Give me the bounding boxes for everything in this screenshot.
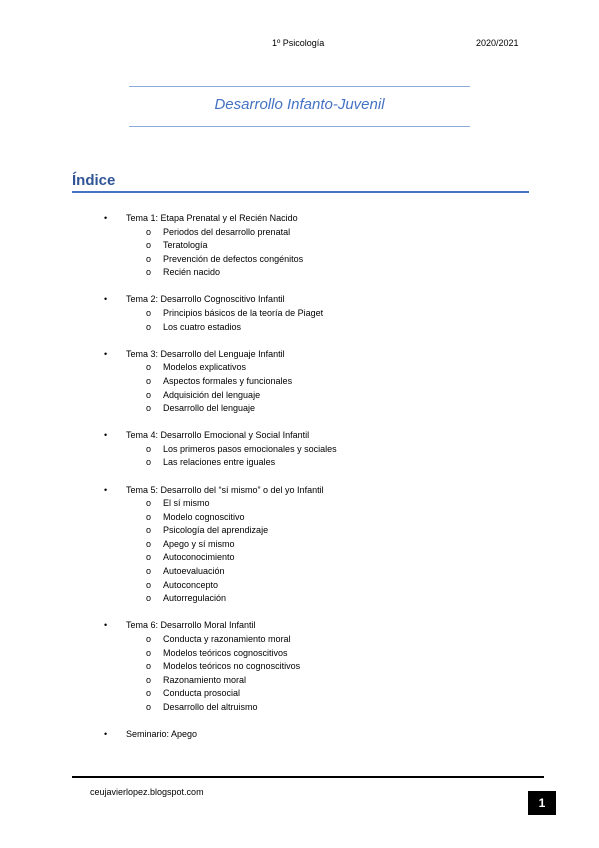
toc-subitem	[104, 579, 534, 593]
toc-topic	[104, 484, 534, 606]
circle-bullet-icon: o	[146, 240, 152, 251]
toc-subitem-label[interactable]: Los primeros pasos emocionales y sociales	[163, 443, 337, 454]
toc-topic-line	[104, 484, 534, 498]
index-underline	[72, 191, 529, 193]
circle-bullet-icon: o	[146, 674, 152, 685]
circle-bullet-icon: o	[146, 566, 152, 577]
circle-bullet-icon: o	[146, 457, 152, 468]
toc-topic	[104, 619, 534, 714]
toc-subitem	[104, 307, 534, 321]
circle-bullet-icon: o	[146, 579, 152, 590]
circle-bullet-icon: o	[146, 267, 152, 278]
toc-subitem	[104, 538, 534, 552]
bullet-icon: •	[104, 430, 108, 441]
toc-subitem-label[interactable]: Desarrollo del altruismo	[163, 701, 258, 712]
toc-subitem-label[interactable]: Conducta prosocial	[163, 688, 241, 699]
toc-subitem-label[interactable]: Autorregulación	[163, 593, 227, 604]
toc-subitem	[104, 456, 534, 470]
circle-bullet-icon: o	[146, 525, 152, 536]
toc-topic-label[interactable]: Tema 6: Desarrollo Moral Infantil	[126, 620, 256, 631]
toc-topic	[104, 348, 534, 416]
bullet-icon: •	[104, 213, 108, 223]
header-year: 2020/2021	[476, 38, 519, 48]
toc-subitem-label[interactable]: Conducta y razonamiento moral	[163, 633, 291, 644]
toc-subitem	[104, 592, 534, 606]
toc-subitem-label[interactable]: Apego y sí mismo	[163, 538, 235, 549]
index-heading: Índice	[72, 172, 116, 189]
toc-topic-label[interactable]: Tema 3: Desarrollo del Lenguaje Infantil	[126, 348, 285, 359]
toc-topic-line	[104, 728, 534, 742]
toc-topic-label[interactable]: Tema 2: Desarrollo Cognoscitivo Infantil	[126, 294, 285, 305]
circle-bullet-icon: o	[146, 403, 152, 414]
toc-subitem-label[interactable]: Las relaciones entre iguales	[163, 457, 276, 468]
bullet-icon: •	[104, 348, 108, 359]
toc-subitem	[104, 253, 534, 267]
toc-subitem-label[interactable]: Psicología del aprendizaje	[163, 525, 269, 536]
toc-topic	[104, 212, 534, 280]
toc-subitem	[104, 402, 534, 416]
circle-bullet-icon: o	[146, 647, 152, 658]
toc-subitem	[104, 239, 534, 253]
toc-subitem	[104, 226, 534, 240]
toc-topic-label[interactable]: Tema 1: Etapa Prenatal y el Recién Nacido	[126, 213, 298, 223]
toc-topic-line	[104, 348, 534, 362]
title-top-rule	[129, 86, 470, 87]
toc-subitem	[104, 551, 534, 565]
toc-subitem-label[interactable]: Autoconcepto	[163, 579, 219, 590]
toc-subitem-label[interactable]: Desarrollo del lenguaje	[163, 403, 256, 414]
toc-subitem-label[interactable]: Principios básicos de la teoría de Piaget	[163, 308, 324, 319]
toc-subitem-label[interactable]: Periodos del desarrollo prenatal	[163, 226, 291, 237]
circle-bullet-icon: o	[146, 511, 152, 522]
toc-subitem-label[interactable]: Adquisición del lenguaje	[163, 389, 261, 400]
toc-topic-label[interactable]: Tema 4: Desarrollo Emocional y Social Infantil	[126, 430, 310, 441]
toc-subitem	[104, 565, 534, 579]
toc-topic-line	[104, 429, 534, 443]
bullet-icon: •	[104, 729, 108, 739]
circle-bullet-icon: o	[146, 226, 152, 237]
toc-subitem-label[interactable]: Aspectos formales y funcionales	[163, 375, 293, 386]
toc-subitem-label[interactable]: Razonamiento moral	[163, 674, 247, 685]
circle-bullet-icon: o	[146, 362, 152, 373]
toc-topic-label[interactable]: Seminario: Apego	[126, 729, 198, 739]
toc-subitem-label[interactable]: Teratología	[163, 240, 208, 251]
page-number: 1	[528, 791, 556, 815]
circle-bullet-icon: o	[146, 701, 152, 712]
toc-subitem	[104, 647, 534, 661]
toc-subitem-label[interactable]: Modelos explicativos	[163, 362, 247, 373]
circle-bullet-icon: o	[146, 308, 152, 319]
toc-topic-label[interactable]: Tema 5: Desarrollo del “sí mismo” o del yo Infantil	[126, 484, 324, 495]
toc-topic-line	[104, 212, 534, 226]
toc-subitem-label[interactable]: Modelos teóricos cognoscitivos	[163, 647, 288, 658]
bullet-icon: •	[104, 294, 108, 305]
toc-subitem	[104, 497, 534, 511]
toc-subitem-label[interactable]: Modelo cognoscitivo	[163, 511, 245, 522]
toc-subitem	[104, 375, 534, 389]
toc-subitem	[104, 361, 534, 375]
footer-site[interactable]: ceujavierlopez.blogspot.com	[90, 787, 204, 797]
toc-subitem	[104, 321, 534, 335]
toc-subitem	[104, 511, 534, 525]
toc-topic	[104, 429, 534, 470]
circle-bullet-icon: o	[146, 688, 152, 699]
circle-bullet-icon: o	[146, 498, 152, 509]
footer-rule	[72, 776, 544, 778]
toc-subitem	[104, 389, 534, 403]
toc-subitem	[104, 443, 534, 457]
toc-subitem-label[interactable]: Autoconocimiento	[163, 552, 235, 563]
bullet-icon: •	[104, 620, 108, 631]
toc-topic-line	[104, 619, 534, 633]
toc-subitem-label[interactable]: Los cuatro estadios	[163, 321, 242, 332]
toc-subitem-label[interactable]: El sí mismo	[163, 498, 210, 509]
circle-bullet-icon: o	[146, 633, 152, 644]
document-title: Desarrollo Infanto-Juvenil	[214, 96, 385, 113]
toc-subitem-label[interactable]: Recién nacido	[163, 267, 221, 278]
circle-bullet-icon: o	[146, 661, 152, 672]
toc-topic	[104, 293, 534, 334]
header-course: 1º Psicología	[272, 38, 325, 48]
toc-subitem-label[interactable]: Prevención de defectos congénitos	[163, 253, 304, 264]
circle-bullet-icon: o	[146, 375, 152, 386]
toc-topic	[104, 728, 534, 742]
toc-subitem	[104, 660, 534, 674]
toc-subitem-label[interactable]: Modelos teóricos no cognoscitivos	[163, 661, 301, 672]
circle-bullet-icon: o	[146, 443, 152, 454]
toc-subitem	[104, 633, 534, 647]
table-of-contents	[104, 212, 534, 755]
toc-subitem	[104, 687, 534, 701]
bullet-icon: •	[104, 484, 108, 495]
toc-subitem-label[interactable]: Autoevaluación	[163, 566, 225, 577]
circle-bullet-icon: o	[146, 593, 152, 604]
toc-subitem	[104, 266, 534, 280]
circle-bullet-icon: o	[146, 552, 152, 563]
circle-bullet-icon: o	[146, 253, 152, 264]
toc-subitem	[104, 701, 534, 715]
toc-subitem	[104, 524, 534, 538]
title-bottom-rule	[129, 126, 470, 127]
circle-bullet-icon: o	[146, 321, 152, 332]
toc-topic-line	[104, 293, 534, 307]
circle-bullet-icon: o	[146, 389, 152, 400]
toc-subitem	[104, 674, 534, 688]
circle-bullet-icon: o	[146, 538, 152, 549]
